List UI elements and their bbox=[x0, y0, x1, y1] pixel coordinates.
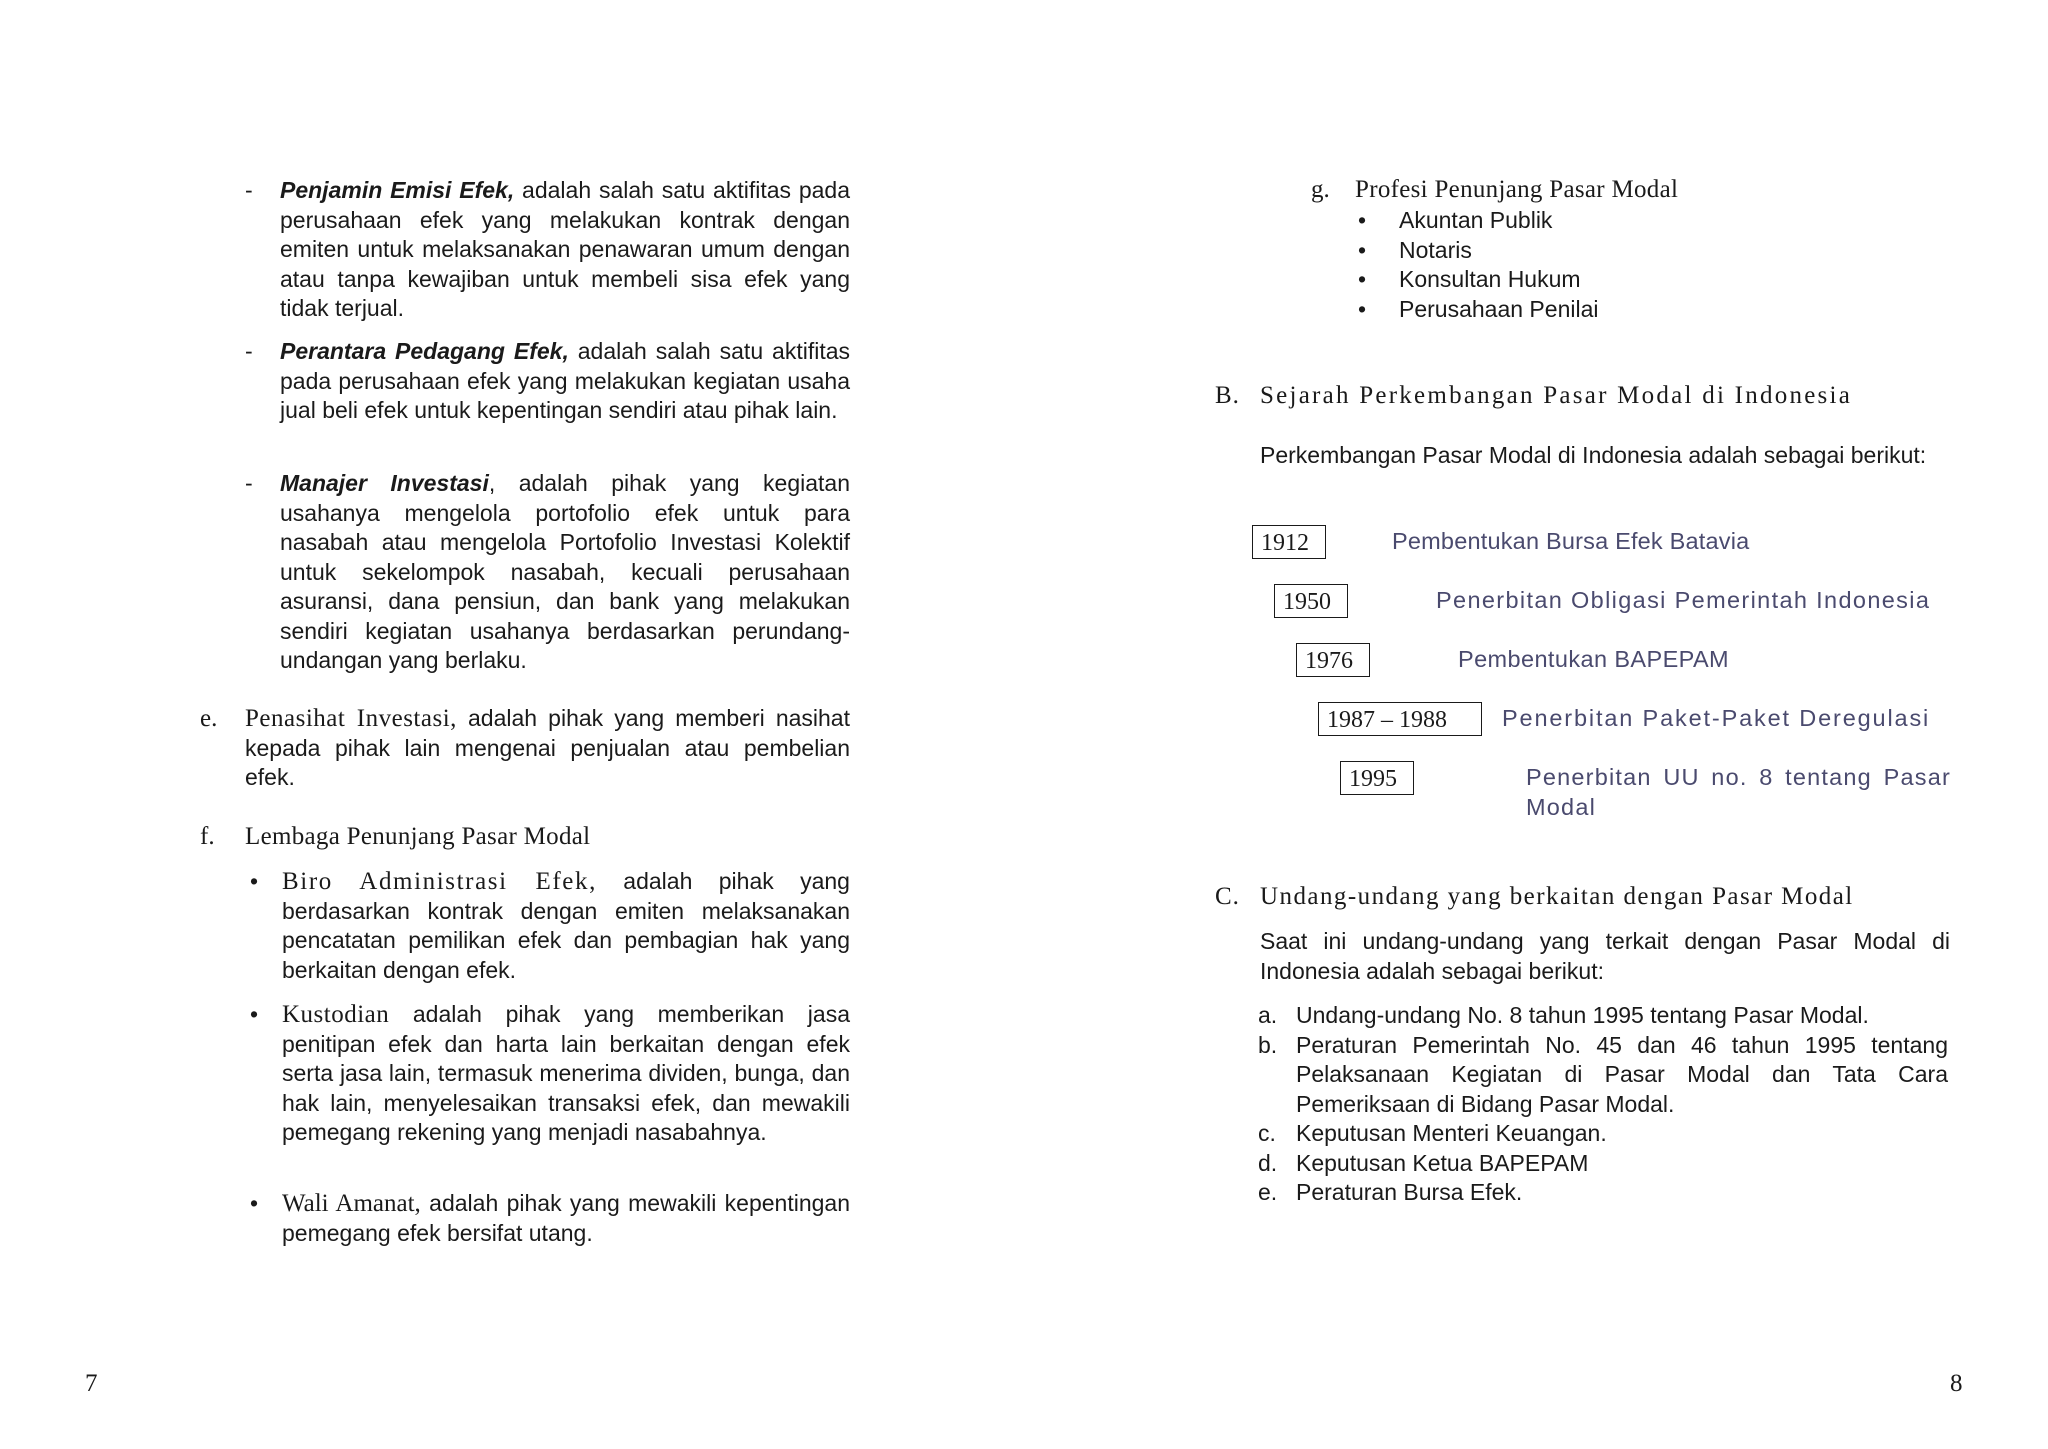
bullet-marker: • bbox=[1358, 236, 1367, 263]
law-item-text: Keputusan Menteri Keuangan. bbox=[1296, 1120, 1607, 1146]
bullet-item-body bbox=[282, 867, 850, 985]
law-item-text: Undang-undang No. 8 tahun 1995 tentang Pasar Modal. bbox=[1296, 1002, 1869, 1028]
section-e-letter: e. bbox=[200, 705, 218, 732]
list-item-text: Akuntan Publik bbox=[1399, 207, 1553, 233]
section-g-list bbox=[1358, 206, 1858, 324]
bullet-item-wali-amanat bbox=[250, 1189, 850, 1248]
definition: adalah salah satu aktifitas pada perusahaan efek yang melakukan kegiatan usaha jual beli efek untuk kepentingan sendiri atau pihak lain. bbox=[280, 338, 850, 423]
list-item bbox=[1358, 295, 1858, 325]
section-c-intro: Saat ini undang-undang yang terkait dengan Pasar Modal di Indonesia adalah sebagai berikut: bbox=[1260, 928, 1950, 984]
section-e-text: adalah pihak yang memberi nasihat kepada pihak lain mengenai penjualan atau pembelian efek. bbox=[245, 705, 850, 790]
bullet-lead: Wali Amanat, bbox=[282, 1190, 421, 1217]
year-box: 1987 – 1988 bbox=[1318, 702, 1482, 736]
year-box: 1995 bbox=[1340, 761, 1414, 795]
section-e-lead: Penasihat Investasi, bbox=[245, 705, 457, 732]
bullet-item-kustodian bbox=[250, 1000, 850, 1148]
year-box: 1912 bbox=[1252, 525, 1326, 559]
dash-item-penjamin-emisi bbox=[245, 176, 850, 324]
section-b-letter: B. bbox=[1215, 382, 1240, 409]
section-g-letter: g. bbox=[1311, 176, 1330, 203]
bullet-item-body bbox=[282, 1189, 850, 1248]
bullet-marker: • bbox=[250, 1001, 259, 1027]
timeline-event: Pembentukan BAPEPAM bbox=[1458, 646, 1730, 672]
bullet-item-body bbox=[282, 1000, 850, 1148]
bullet-text: adalah pihak yang berdasarkan kontrak dengan emiten melaksanakan pencatatan pemilikan efek dan pembagian hak yang berkaitan dengan efek. bbox=[282, 868, 850, 983]
section-c-letter: C. bbox=[1215, 883, 1240, 910]
law-list-item bbox=[1258, 1119, 1948, 1149]
law-item-label: d. bbox=[1258, 1149, 1278, 1176]
section-f-letter: f. bbox=[200, 823, 215, 850]
bullet-marker: • bbox=[1358, 266, 1367, 292]
section-e-body bbox=[245, 704, 850, 793]
term: Perantara Pedagang Efek, bbox=[280, 338, 569, 364]
law-list-item bbox=[1258, 1149, 1948, 1179]
list-item-text: Perusahaan Penilai bbox=[1399, 295, 1599, 322]
bullet-marker: • bbox=[250, 868, 259, 894]
term: Penjamin Emisi Efek, bbox=[280, 177, 515, 203]
timeline-event: Penerbitan Paket-Paket Deregulasi bbox=[1502, 705, 1931, 731]
bullet-lead: Kustodian bbox=[282, 1001, 390, 1028]
year-box: 1950 bbox=[1274, 584, 1348, 618]
timeline-row bbox=[1252, 525, 1952, 565]
law-item-text: Peraturan Pemerintah No. 45 dan 46 tahun 1995 tentang Pelaksanaan Kegiatan di Pasar Modal dan Tata Cara Pemeriksaan di Bidang Pasar Modal. bbox=[1296, 1031, 1948, 1117]
dash-item-body bbox=[280, 469, 850, 676]
law-list-item bbox=[1258, 1001, 1948, 1031]
law-list-item bbox=[1258, 1031, 1948, 1120]
timeline-event: Penerbitan Obligasi Pemerintah Indonesia bbox=[1436, 587, 1931, 613]
dash-marker: - bbox=[245, 338, 253, 364]
dash-item-manajer-investasi bbox=[245, 469, 850, 676]
page-number-left: 7 bbox=[85, 1370, 98, 1397]
list-item-text: Konsultan Hukum bbox=[1399, 266, 1581, 292]
dash-item-body bbox=[280, 176, 850, 324]
bullet-text: adalah pihak yang mewakili kepentingan pemegang efek bersifat utang. bbox=[282, 1190, 851, 1246]
law-list-item bbox=[1258, 1178, 1948, 1208]
timeline-row bbox=[1274, 584, 1954, 624]
law-item-text: Peraturan Bursa Efek. bbox=[1296, 1179, 1523, 1205]
bullet-item-biro-administrasi bbox=[250, 867, 850, 985]
bullet-marker: • bbox=[1358, 295, 1367, 322]
timeline-event: Pembentukan Bursa Efek Batavia bbox=[1392, 528, 1750, 554]
page-number-right: 8 bbox=[1950, 1370, 1963, 1397]
definition: , adalah pihak yang kegiatan usahanya mengelola portofolio efek untuk para nasabah atau mengelola Portofolio Investasi Kolektif untuk sekelompok nasabah, kecuali perusahaan asuransi, dana pensiun, dan bank yang melakukan sendiri kegiatan usahanya berdasarkan perundang-undangan yang berlaku. bbox=[280, 470, 850, 673]
term: Manajer Investasi bbox=[280, 470, 489, 496]
definition: adalah salah satu aktifitas pada perusahaan efek yang melakukan kontrak dengan emiten untuk melaksanakan penawaran umum dengan atau tanpa kewajiban untuk membeli sisa efek yang tidak terjual. bbox=[280, 177, 850, 321]
list-item bbox=[1358, 206, 1858, 236]
section-g-title: Profesi Penunjang Pasar Modal bbox=[1355, 176, 1679, 203]
law-item-text: Keputusan Ketua BAPEPAM bbox=[1296, 1149, 1589, 1176]
list-item bbox=[1358, 265, 1858, 295]
list-item bbox=[1358, 236, 1858, 266]
timeline-row bbox=[1296, 643, 1956, 683]
dash-item-body bbox=[280, 337, 850, 426]
list-item-text: Notaris bbox=[1399, 236, 1472, 263]
dash-item-perantara-pedagang bbox=[245, 337, 850, 426]
bullet-marker: • bbox=[1358, 207, 1367, 233]
law-item-label: a. bbox=[1258, 1002, 1278, 1028]
section-f-title: Lembaga Penunjang Pasar Modal bbox=[245, 823, 591, 850]
bullet-marker: • bbox=[250, 1190, 259, 1216]
year-box: 1976 bbox=[1296, 643, 1370, 677]
section-b-title: Sejarah Perkembangan Pasar Modal di Indonesia bbox=[1260, 382, 1853, 409]
law-item-label: e. bbox=[1258, 1179, 1278, 1205]
timeline-event: Penerbitan UU no. 8 tentang Pasar Modal bbox=[1526, 764, 1951, 820]
dash-marker: - bbox=[245, 177, 253, 203]
timeline-row bbox=[1340, 761, 1960, 831]
bullet-lead: Biro Administrasi Efek, bbox=[282, 868, 597, 895]
section-c-title: Undang-undang yang berkaitan dengan Pasar Modal bbox=[1260, 883, 1854, 910]
bullet-text: adalah pihak yang memberikan jasa penitipan efek dan harta lain berkaitan dengan efek serta jasa lain, termasuk menerima dividen, bunga, dan hak lain, menyelesaikan transaksi efek, dan mewakili pemegang rekening yang menjadi nasabahnya. bbox=[282, 1001, 850, 1145]
timeline-row bbox=[1318, 702, 1958, 742]
dash-marker: - bbox=[245, 470, 253, 496]
law-item-label: c. bbox=[1258, 1120, 1276, 1146]
section-b-intro: Perkembangan Pasar Modal di Indonesia adalah sebagai berikut: bbox=[1260, 442, 1927, 468]
law-item-label: b. bbox=[1258, 1031, 1278, 1058]
